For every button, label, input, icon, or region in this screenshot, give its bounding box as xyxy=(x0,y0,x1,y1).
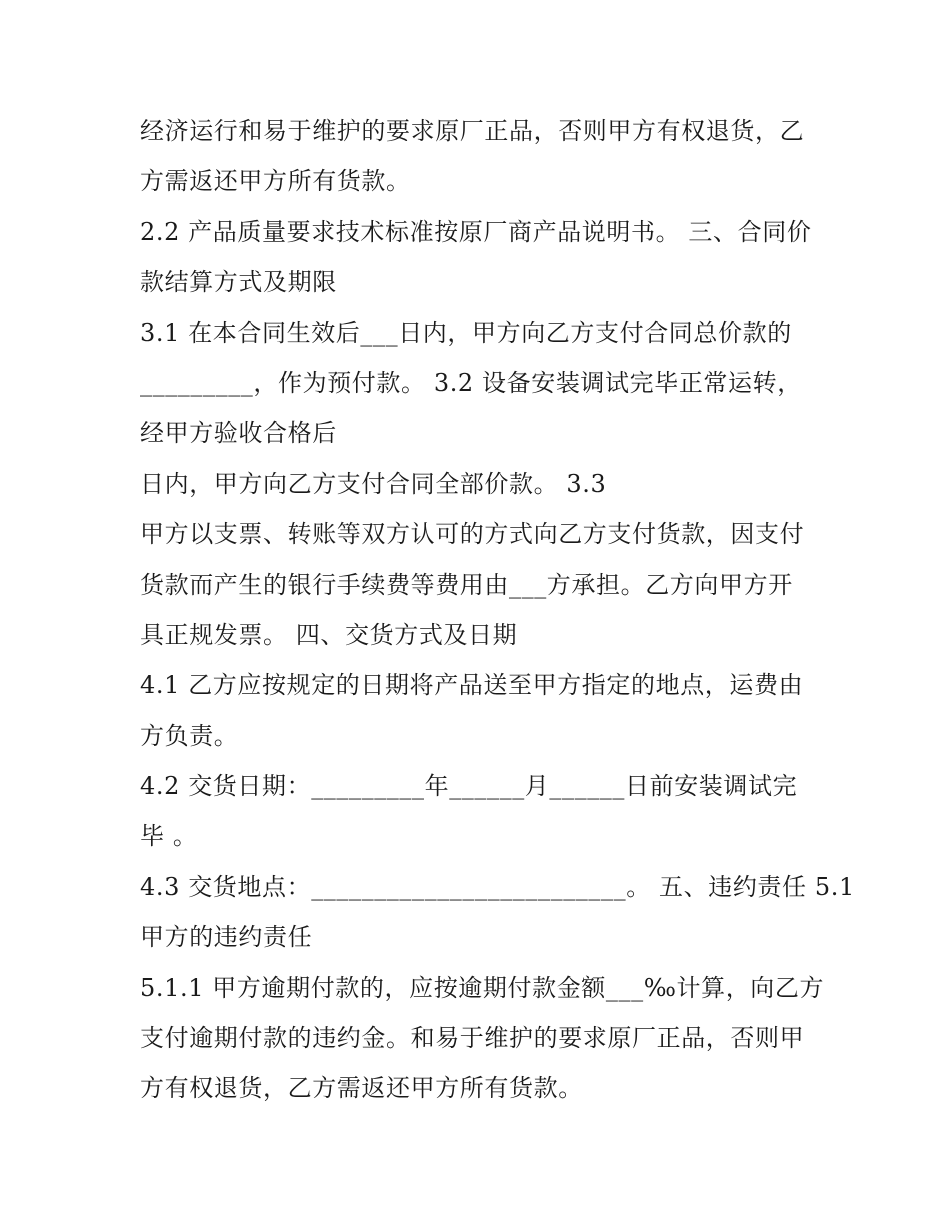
text-line: 方需返还甲方所有货款。 xyxy=(140,167,411,196)
text-line: 经济运行和易于维护的要求原厂正品，否则甲方有权退货，乙 xyxy=(140,117,805,145)
text-line: 4.1 乙方应按规定的日期将产品送至甲方指定的地点，运费由 xyxy=(140,671,804,700)
text-line: 日内，甲方向乙方支付合同全部价款。 3.3 xyxy=(140,469,607,498)
text-line: 5.1.1 甲方逾期付款的，应按逾期付款金额___‰计算，向乙方 xyxy=(140,973,825,1002)
text-line: 毕 。 xyxy=(140,822,198,851)
contract-text xyxy=(140,106,855,1114)
text-line: 款结算方式及期限 xyxy=(140,268,337,297)
text-line: 4.3 交货地点：_________________________。 五、违约责任 5.1 xyxy=(140,872,855,901)
text-line: 3.1 在本合同生效后___日内，甲方向乙方支付合同总价款的 xyxy=(140,318,792,347)
text-line: 甲方以支票、转账等双方认可的方式向乙方支付货款，因支付 xyxy=(140,520,805,549)
text-line: 2.2 产品质量要求技术标准按原厂商产品说明书。 三、合同价 xyxy=(140,217,812,246)
text-line: _________，作为预付款。 3.2 设备安装调试完毕正常运转， xyxy=(140,368,802,397)
text-line: 具正规发票。 四、交货方式及日期 xyxy=(140,620,518,649)
text-line: 4.2 交货日期：_________年______月______日前安装调试完 xyxy=(140,772,798,801)
text-line: 支付逾期付款的违约金。和易于维护的要求原厂正品，否则甲 xyxy=(140,1024,805,1053)
text-line: 货款而产生的银行手续费等费用由___方承担。乙方向甲方开 xyxy=(140,570,793,599)
text-line: 经甲方验收合格后 xyxy=(140,419,337,448)
text-line: 方有权退货，乙方需返还甲方所有货款。 xyxy=(140,1074,583,1103)
text-line: 甲方的违约责任 xyxy=(140,923,313,952)
text-line: 方负责。 xyxy=(140,721,239,750)
